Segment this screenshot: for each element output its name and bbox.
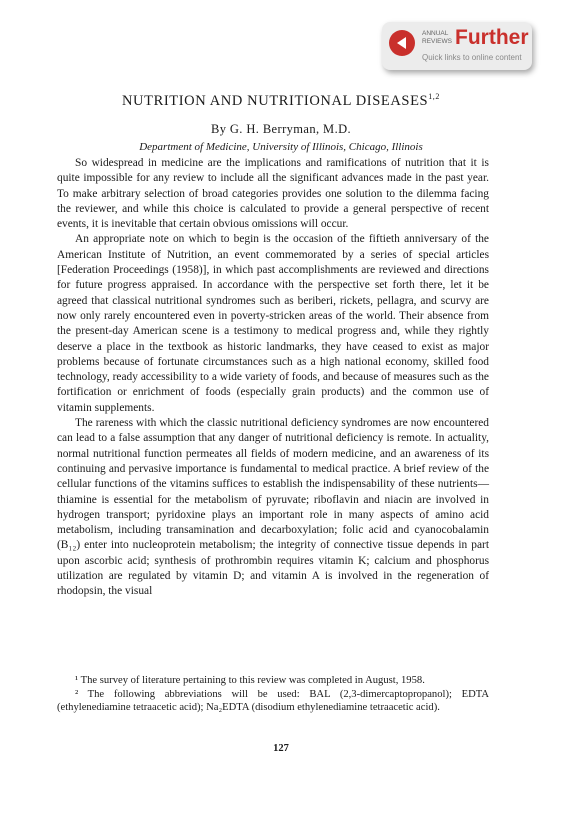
footnote: ¹ The survey of literature pertaining to this review was completed in August, 1958. [75,675,425,686]
page-number: 127 [273,743,289,754]
affiliation-line: Department of Medicine, University of Illinois, Chicago, Illinois [139,141,423,153]
badge-title[interactable]: Further [455,26,529,49]
article-title [0,92,562,110]
article-body [57,156,489,600]
badge-subtitle[interactable]: Quick links to online content [422,53,522,62]
author-line: By G. H. Berryman, M.D. [210,122,352,136]
badge-org-label: ANNUAL REVIEWS [422,30,452,45]
footnote: ² The following abbreviations will be used: BAL (2,3-dimercaptopropanol); EDTA (ethylenediamine tetraacetic acid); Na₂EDTA (disodium ethylenediamine tetraacetic acid). [57,688,489,713]
annual-reviews-further-badge[interactable] [382,22,532,70]
body-paragraph: The rareness with which the classic nutritional deficiency syndromes are now encountered can lead to a false assumption that any danger of nutritional deficiency is remote. In actuality, normal nutritional function permeates all fields of modern medicine, and an awareness of its continuing and pervasive importance is fundamental to medical practice. A brief review of the cellular functions of the vitamins suffices to establish the indispensability of these nutrients—thiamine is essential for the metabolism of pyruvate; riboflavin and niacin are involved in hydrogen transport; pyridoxine plays an important role in many aspects of amino acid metabolism, including transamination and decarboxylation; folic acid and cyanocobalamin (B₁₂) enter into nucleoprotein metabolism; the integrity of connective tissue depends in part upon ascorbic acid; synthesis of prothrombin requires vitamin K; calcium and phosphorus utilization are regulated by vitamin D; and vitamin A is involved in the regeneration of rhodopsin, the visual [57,417,489,598]
title-footnote-marks: 1,2 [428,92,441,101]
body-paragraph: So widespread in medicine are the implications and ramifications of nutrition that it is quite impossible for any review to include all the significant advances made in the past year. To make arbitrary selection of broad categories provides one solution to the dilemma facing the reviewer, and while this choice is calculated to provide a general perspective of recent events, it is inevitable that certain obvious omissions will occur. [57,157,489,231]
footnotes [57,674,489,715]
further-arrow-icon[interactable] [389,30,415,56]
article-title-text: NUTRITION AND NUTRITIONAL DISEASES [121,92,429,109]
body-paragraph: An appropriate note on which to begin is the occasion of the fiftieth anniversary of the American Institute of Nutrition, an event commemorated by a series of special articles [Federation Proceedings (1958)], in which past accomplishments are reviewed and directions for future progress appraised. In accordance with the perspective set forth there, let it be agreed that classical nutritional syndromes such as beriberi, rickets, pellagra, and scurvy are now only rarely encountered even in poverty-stricken areas of the world. Their absence from the present-day American scene is a testimony to medical progress and, while they rightly deserve a place in the textbook as historic landmarks, they have ceased to exist as major problems because of fortunate circumstances such as a high national economy, skilled food technology, ready accessibility to a wide variety of foods, and because of measures such as the fortification or enrichment of foods (especially grain products) and the common use of vitamin supplements. [57,233,489,414]
